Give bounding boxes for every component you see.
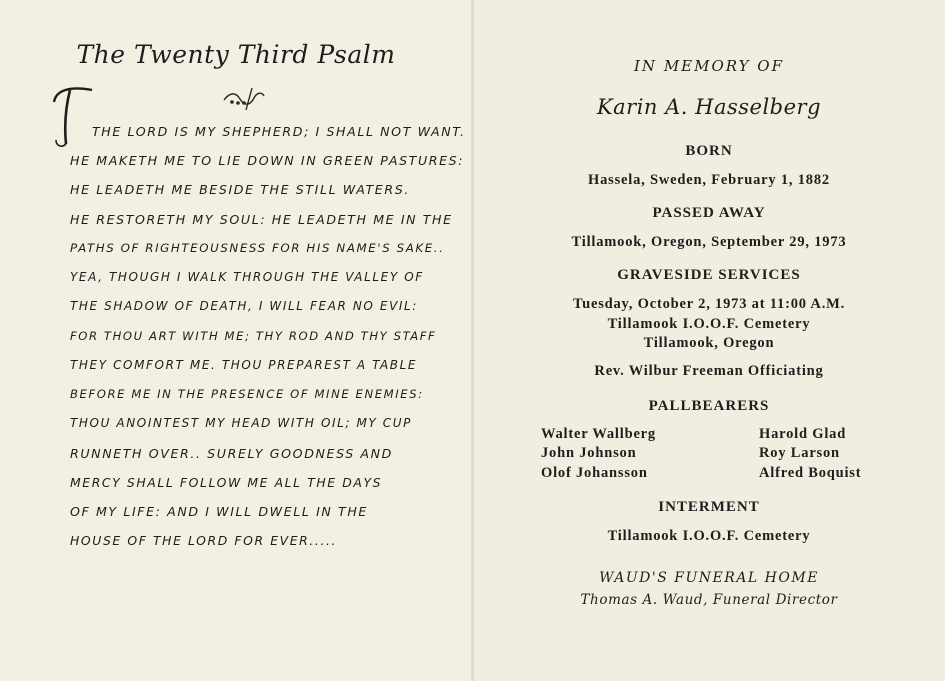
pallbearer-name: Harold Glad <box>759 426 847 442</box>
psalm-line: OF MY LIFE: AND I WILL DWELL IN THE <box>70 504 368 519</box>
deceased-name: Karin A. Hasselberg <box>596 95 822 119</box>
pallbearer-name: Roy Larson <box>759 445 840 461</box>
funeral-director: Thomas A. Waud, Funeral Director <box>580 592 838 608</box>
psalm-line: THOU ANOINTEST MY HEAD WITH OIL; MY CUP <box>70 416 412 430</box>
psalm-line: THE SHADOW OF DEATH, I WILL FEAR NO EVIL: <box>70 299 418 313</box>
interment-heading: INTERMENT <box>658 499 760 515</box>
psalm-line: BEFORE ME IN THE PRESENCE OF MINE ENEMIES: <box>70 387 424 401</box>
psalm-line: HE LEADETH ME BESIDE THE STILL WATERS. <box>70 182 410 197</box>
pallbearer-name: John Johnson <box>541 445 637 461</box>
psalm-line: MERCY SHALL FOLLOW ME ALL THE DAYS <box>70 475 383 490</box>
drop-cap-t-icon <box>50 84 94 150</box>
pallbearers-heading: PALLBEARERS <box>648 398 770 414</box>
born-heading: BORN <box>685 143 733 159</box>
passed-away-heading: PASSED AWAY <box>652 205 766 221</box>
funeral-home-name: WAUD'S FUNERAL HOME <box>599 570 819 586</box>
psalm-line: THE LORD IS MY SHEPHERD; I SHALL NOT WANT. <box>92 124 466 139</box>
memorial-heading: IN MEMORY OF <box>634 57 784 75</box>
graveside-services-heading: GRAVESIDE SERVICES <box>617 267 801 283</box>
psalm-line: HE RESTORETH MY SOUL: HE LEADETH ME IN THE <box>70 212 453 227</box>
psalm-line: RUNNETH OVER.. SURELY GOODNESS AND <box>70 446 393 461</box>
flourish-ornament-icon <box>222 86 266 112</box>
services-line: Tillamook I.O.O.F. Cemetery <box>607 316 811 332</box>
born-text: Hassela, Sweden, February 1, 1882 <box>588 172 830 188</box>
psalm-line: HE MAKETH ME TO LIE DOWN IN GREEN PASTURES: <box>70 153 465 168</box>
psalm-line: FOR THOU ART WITH ME; THY ROD AND THY STAFF <box>70 329 437 343</box>
pallbearer-name: Walter Wallberg <box>541 426 656 442</box>
passed-away-text: Tillamook, Oregon, September 29, 1973 <box>571 234 847 250</box>
services-line: Tuesday, October 2, 1973 at 11:00 A.M. <box>572 296 846 312</box>
pallbearer-name: Olof Johansson <box>541 465 648 481</box>
psalm-line: HOUSE OF THE LORD FOR EVER..... <box>70 533 338 548</box>
psalm-title: The Twenty Third Psalm <box>76 40 396 69</box>
interment-text: Tillamook I.O.O.F. Cemetery <box>607 528 811 544</box>
pallbearer-name: Alfred Boquist <box>759 465 862 481</box>
psalm-line: YEA, THOUGH I WALK THROUGH THE VALLEY OF <box>70 270 424 284</box>
psalm-line: PATHS OF RIGHTEOUSNESS FOR HIS NAME'S SAKE.. <box>70 241 445 255</box>
psalm-line: THEY COMFORT ME. THOU PREPAREST A TABLE <box>70 358 418 372</box>
services-line: Tillamook, Oregon <box>643 335 775 351</box>
officiant-text: Rev. Wilbur Freeman Officiating <box>594 363 824 379</box>
